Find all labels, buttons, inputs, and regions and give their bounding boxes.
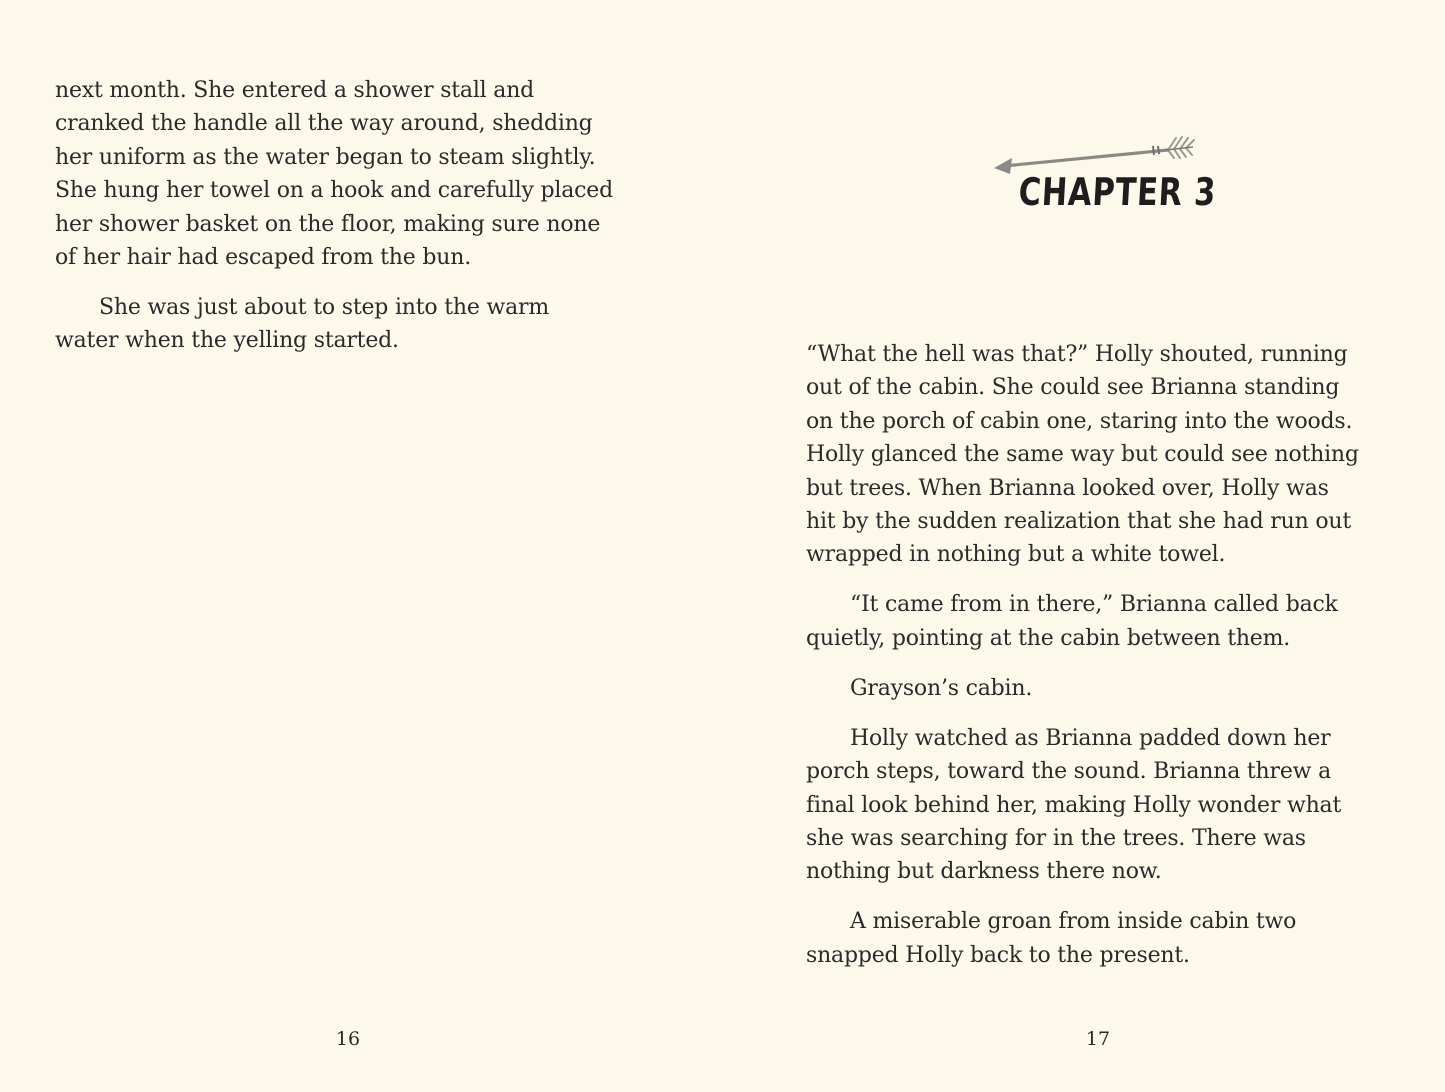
text-line: she was searching for in the trees. There was bbox=[806, 826, 1306, 852]
text-line: out of the cabin. She could see Brianna standing bbox=[806, 375, 1340, 401]
text-line: wrapped in nothing but a white towel. bbox=[806, 542, 1226, 568]
text-line: but trees. When Brianna looked over, Holly was bbox=[806, 475, 1329, 501]
text-line: water when the yelling started. bbox=[55, 328, 399, 354]
page-number-left: 16 bbox=[335, 1028, 361, 1050]
text-line: of her hair had escaped from the bun. bbox=[55, 245, 471, 271]
text-line: “It came from in there,” Brianna called back bbox=[850, 592, 1338, 618]
text-line: hit by the sudden realization that she had run out bbox=[806, 509, 1351, 535]
text-line: her uniform as the water began to steam slightly. bbox=[55, 144, 596, 170]
text-line: A miserable groan from inside cabin two bbox=[850, 909, 1297, 935]
text-line: Grayson’s cabin. bbox=[850, 675, 1033, 701]
text-line: Holly glanced the same way but could see nothing bbox=[806, 442, 1359, 468]
paragraph bbox=[806, 905, 1406, 972]
text-line: cranked the handle all the way around, shedding bbox=[55, 111, 593, 137]
text-line: “What the hell was that?” Holly shouted, running bbox=[806, 342, 1348, 367]
text-line: snapped Holly back to the present. bbox=[806, 942, 1190, 968]
text-line: final look behind her, making Holly wonder what bbox=[806, 792, 1342, 818]
text-line: nothing but darkness there now. bbox=[806, 859, 1162, 885]
left-page-body bbox=[55, 74, 655, 374]
page-number-right: 17 bbox=[1085, 1028, 1111, 1050]
paragraph bbox=[55, 74, 655, 274]
paragraph bbox=[806, 672, 1406, 705]
paragraph bbox=[806, 588, 1406, 655]
text-line: She hung her towel on a hook and carefully placed bbox=[55, 178, 613, 204]
text-line: quietly, pointing at the cabin between them. bbox=[806, 625, 1291, 651]
paragraph bbox=[55, 291, 655, 358]
paragraph bbox=[806, 338, 1406, 572]
left-page bbox=[0, 0, 722, 1092]
chapter-title: CHAPTER 3 bbox=[1017, 170, 1218, 214]
text-line: She was just about to step into the warm bbox=[99, 295, 549, 321]
text-line: Holly watched as Brianna padded down her bbox=[850, 725, 1331, 751]
text-line: on the porch of cabin one, staring into the woods. bbox=[806, 408, 1353, 434]
right-page-body bbox=[806, 338, 1406, 989]
chapter-heading bbox=[990, 128, 1218, 228]
right-page bbox=[722, 0, 1445, 1092]
text-line: porch steps, toward the sound. Brianna threw a bbox=[806, 759, 1331, 785]
text-line: next month. She entered a shower stall and bbox=[55, 78, 535, 103]
paragraph bbox=[806, 722, 1406, 889]
text-line: her shower basket on the floor, making sure none bbox=[55, 211, 601, 237]
